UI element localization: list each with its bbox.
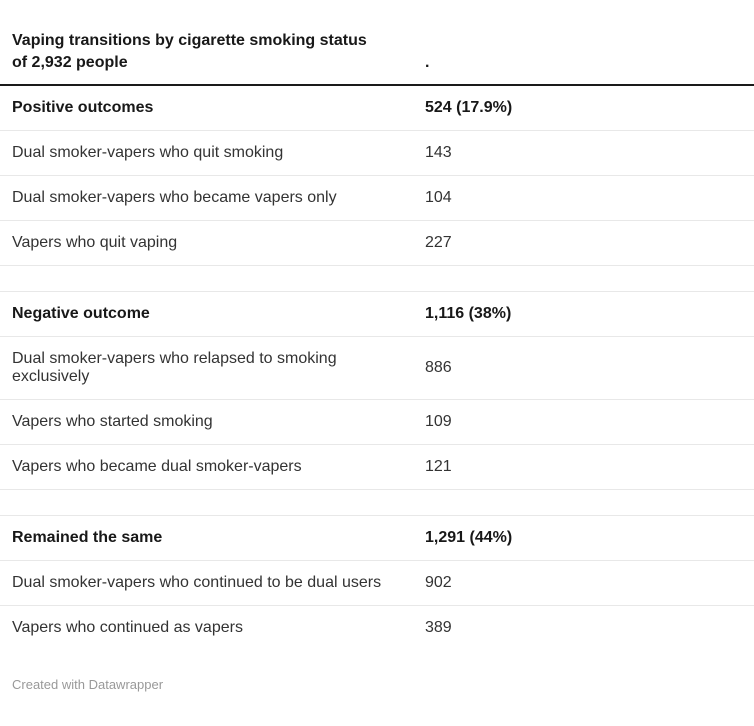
row-label: Dual smoker-vapers who became vapers only <box>12 189 337 206</box>
table-body <box>0 86 754 650</box>
table-row <box>0 176 754 221</box>
row-value: 109 <box>425 413 452 430</box>
table-title-cell <box>0 30 425 74</box>
row-label: Remained the same <box>12 529 163 546</box>
table-row <box>0 606 754 650</box>
section-row-remained-the-same <box>0 516 754 561</box>
section-spacer-row <box>0 490 754 516</box>
value-column-header: . <box>425 54 430 71</box>
row-value: 1,291 (44%) <box>425 529 513 546</box>
chart-footer <box>0 650 754 694</box>
row-value: 227 <box>425 234 452 251</box>
table-header-row <box>0 0 754 86</box>
table-title: Vaping transitions by cigarette smoking status of 2,932 people <box>12 32 367 71</box>
row-value: 121 <box>425 458 452 475</box>
row-label: Dual smoker-vapers who quit smoking <box>12 144 284 161</box>
row-label: Vapers who continued as vapers <box>12 619 243 636</box>
row-value: 104 <box>425 189 452 206</box>
row-value: 886 <box>425 359 452 376</box>
table-row <box>0 221 754 266</box>
table-row <box>0 445 754 490</box>
table-row <box>0 337 754 400</box>
row-value: 524 (17.9%) <box>425 99 513 116</box>
datawrapper-credit-link[interactable]: Created with Datawrapper <box>12 677 164 692</box>
table-row <box>0 400 754 445</box>
row-value: 902 <box>425 574 452 591</box>
table-row <box>0 131 754 176</box>
row-label: Vapers who started smoking <box>12 413 213 430</box>
row-value: 1,116 (38%) <box>425 305 512 322</box>
row-label: Vapers who quit vaping <box>12 234 178 251</box>
row-value: 389 <box>425 619 452 636</box>
table-row <box>0 561 754 606</box>
row-label: Negative outcome <box>12 305 150 322</box>
row-label: Dual smoker-vapers who continued to be dual users <box>12 574 382 591</box>
row-label: Positive outcomes <box>12 99 154 116</box>
row-value: 143 <box>425 144 452 161</box>
section-spacer-row <box>0 266 754 292</box>
section-row-positive-outcomes <box>0 86 754 131</box>
section-row-negative-outcome <box>0 292 754 337</box>
row-label: Vapers who became dual smoker-vapers <box>12 458 302 475</box>
row-label: Dual smoker-vapers who relapsed to smoking exclusively <box>12 350 337 385</box>
